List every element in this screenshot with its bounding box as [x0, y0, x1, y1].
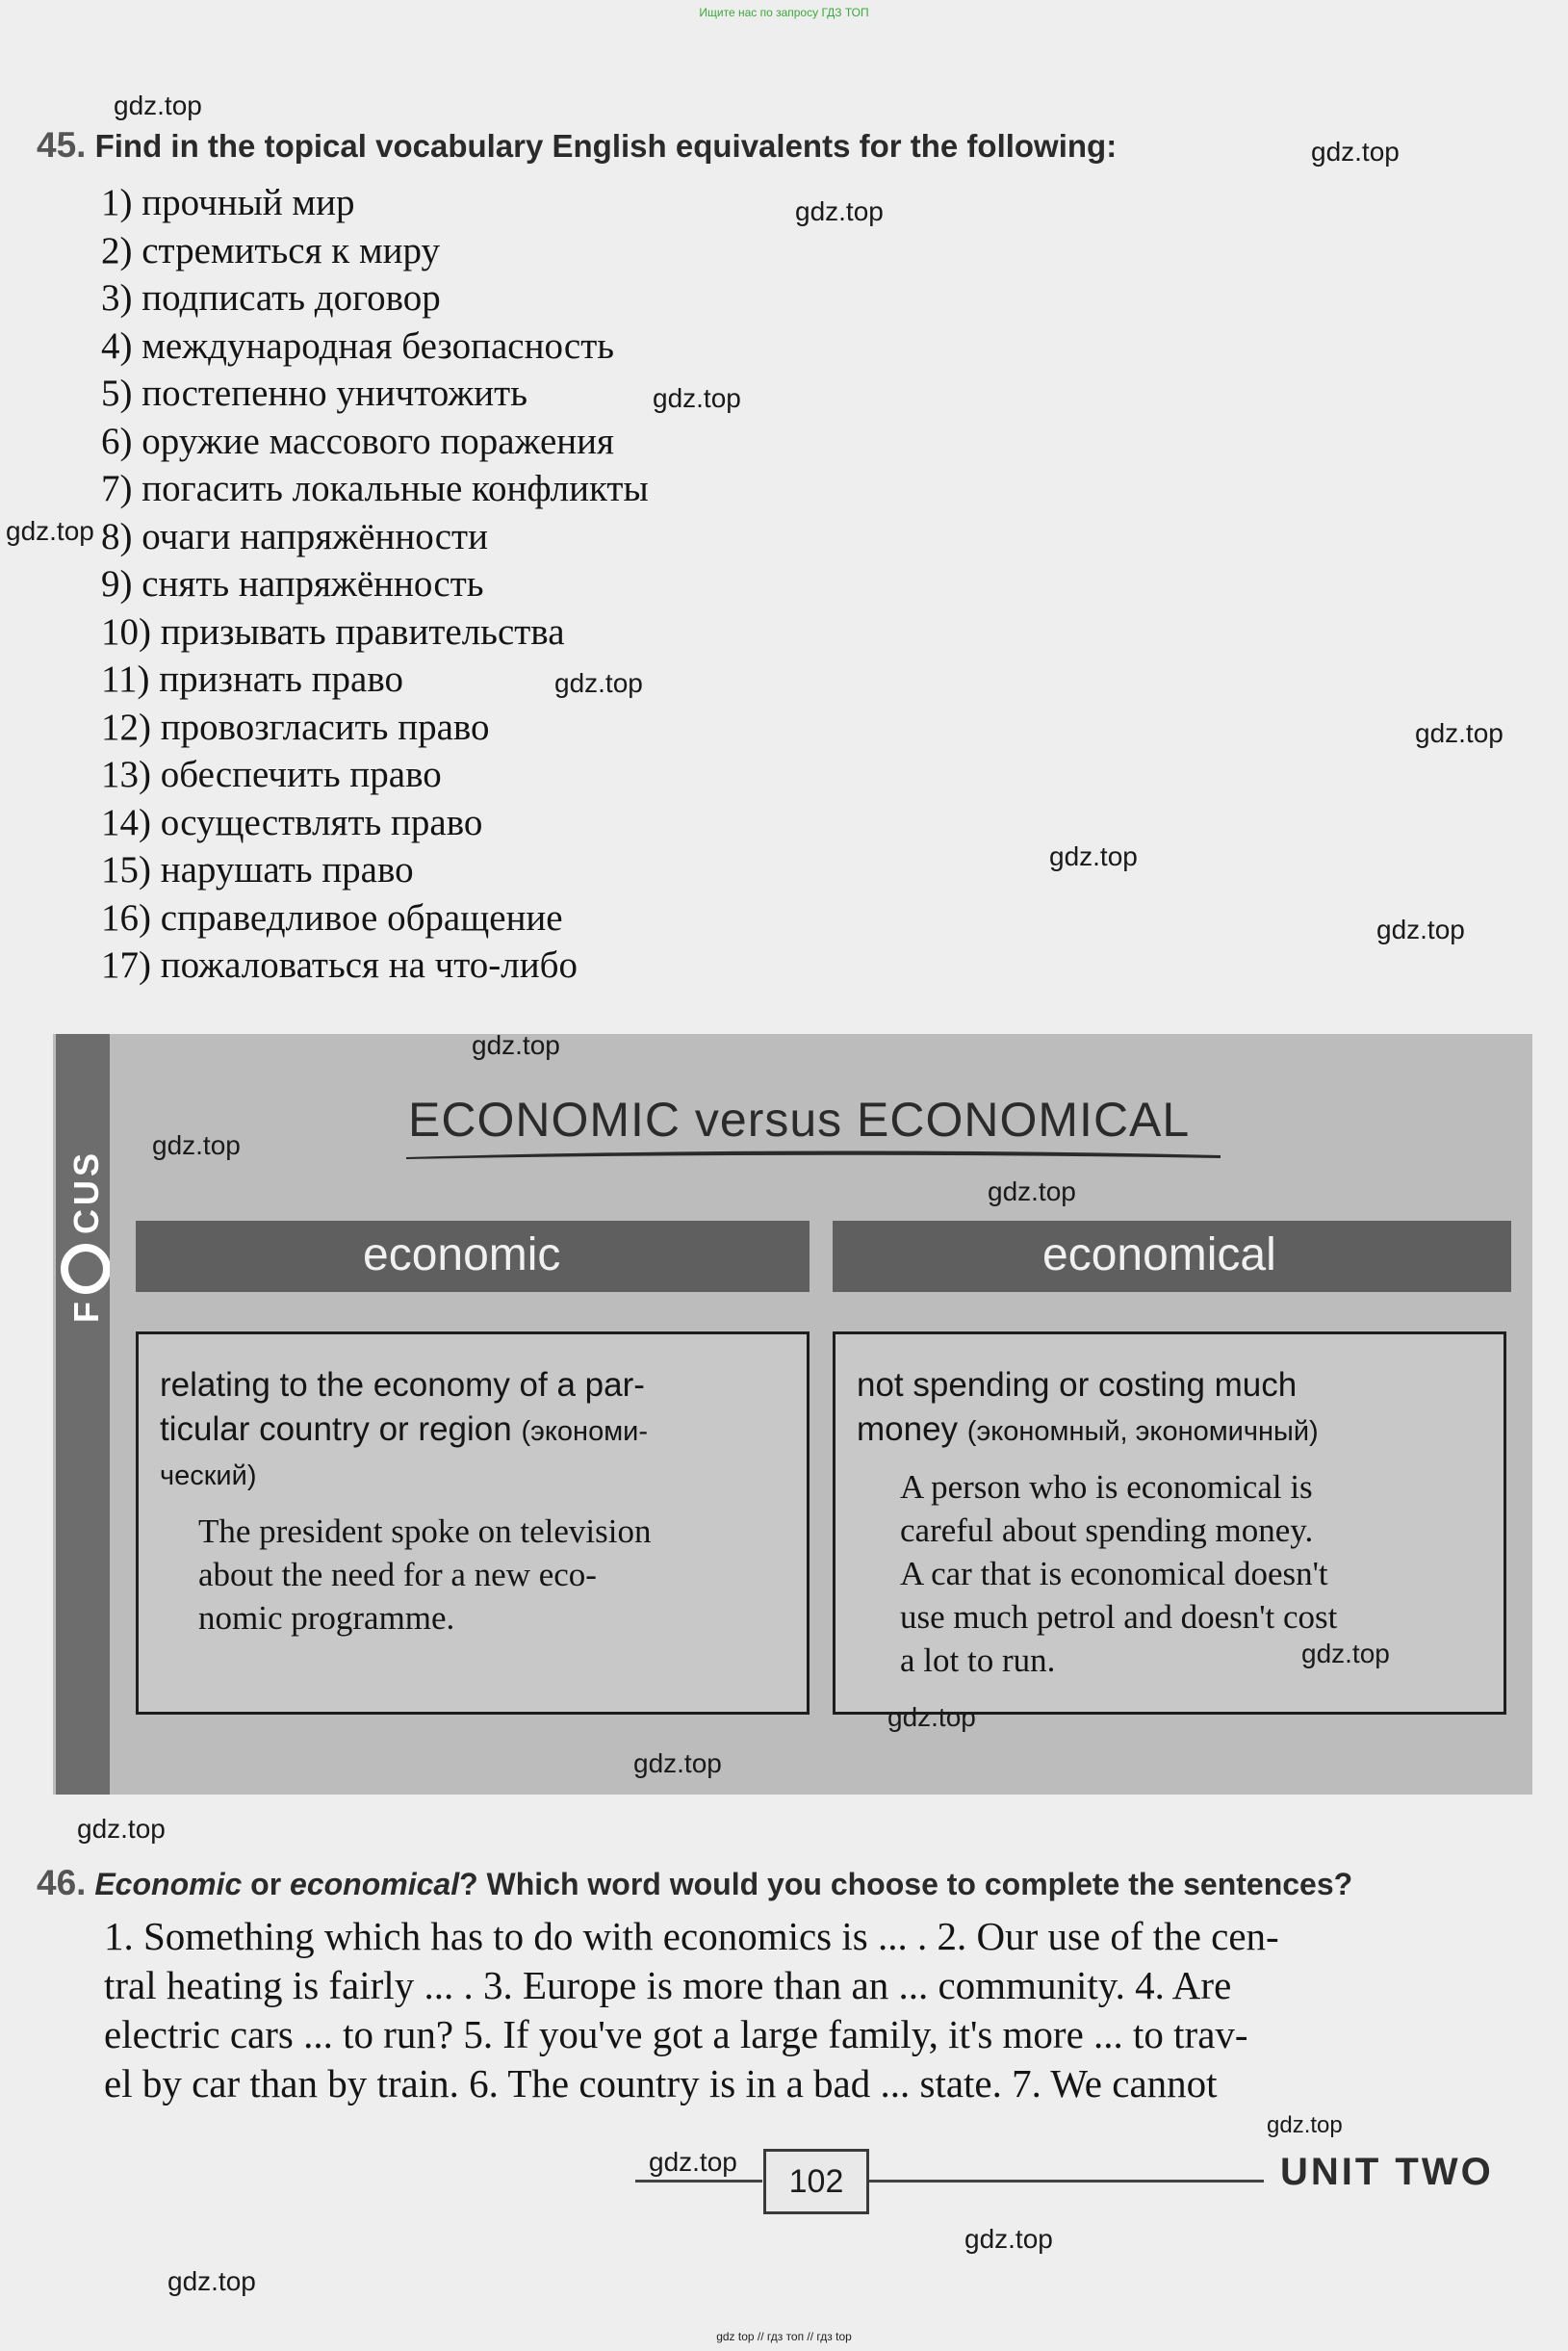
watermark: gdz.top: [167, 2266, 256, 2296]
vocab-item: 7) погасить локальные конфликты: [101, 468, 649, 509]
vocab-item: 9) снять напряжённость: [101, 563, 484, 605]
exercise-instruction: Find in the topical vocabulary English equivalents for the following:: [94, 128, 1118, 164]
vocab-item: 14) осуществлять право: [101, 801, 483, 843]
heading-connector: or: [242, 1867, 291, 1901]
vocab-item: 16) справедливое обращение: [101, 896, 563, 939]
example-line: careful about spending money.: [900, 1511, 1314, 1549]
definition-economic: [160, 1363, 795, 1498]
definition-line: not spending or costing much: [857, 1366, 1298, 1404]
footer-rule-right: [869, 2180, 1264, 2183]
definition-line: [160, 1408, 795, 1454]
example-line: nomic programme.: [198, 1599, 455, 1637]
watermark: gdz.top: [649, 2147, 737, 2177]
russian-translation: (экономный, экономичный): [966, 1416, 1319, 1447]
watermark: gdz.top: [1301, 1639, 1390, 1668]
example-economical: [900, 1465, 1497, 1682]
example-line: a lot to run.: [900, 1641, 1056, 1679]
watermark: gdz.top: [1311, 137, 1400, 167]
keyword-economical: economical: [290, 1867, 460, 1901]
definition-economical: [857, 1363, 1492, 1454]
definition-text: ticular country or region: [160, 1410, 522, 1448]
watermark: gdz.top: [472, 1030, 560, 1060]
watermark: gdz.top: [1376, 915, 1465, 944]
exercise-46-heading: [37, 1863, 1352, 1903]
exercise-46-sentences: [104, 1912, 1529, 2108]
svg-text:CUS: CUS: [66, 1149, 106, 1234]
example-line: use much petrol and doesn't cost: [900, 1598, 1338, 1636]
watermark: gdz.top: [77, 1814, 166, 1844]
footer-rule-left: [635, 2180, 762, 2183]
watermark: gdz.top: [1415, 718, 1504, 748]
vocab-item: 8) очаги напряжённости: [101, 515, 488, 557]
svg-text:F: F: [66, 1298, 106, 1323]
russian-translation: ческий): [160, 1460, 257, 1491]
watermark: gdz.top: [114, 90, 202, 120]
sentence-line: electric cars ... to run? 5. If you've got a large family, it's more ... to trav-: [104, 2012, 1248, 2056]
example-economic: [198, 1510, 795, 1640]
vocab-item: 13) обеспечить право: [101, 754, 442, 795]
definition-text: money: [857, 1410, 967, 1448]
watermark: gdz.top: [887, 1702, 976, 1732]
watermark: gdz.top: [633, 1748, 722, 1778]
vocab-item: 17) пожаловаться на что-либо: [101, 944, 578, 986]
example-line: about the need for a new eco-: [198, 1556, 597, 1593]
unit-label: UNIT TWO: [1280, 2151, 1494, 2193]
word-header-economic: economic: [136, 1221, 810, 1292]
watermark: gdz.top: [1267, 2112, 1343, 2138]
exercise-45-heading: [37, 125, 1117, 166]
definition-line: relating to the economy of a par-: [160, 1366, 645, 1404]
vocab-item: 1) прочный мир: [101, 182, 355, 223]
exercise-instruction: ? Which word would you choose to complete the sentences?: [459, 1867, 1353, 1901]
watermark: gdz.top: [653, 383, 741, 413]
vocab-item: 3) подписать договор: [101, 277, 441, 319]
vocab-item: 12) провозгласить право: [101, 706, 490, 748]
vocab-item: 15) нарушать право: [101, 849, 414, 891]
vocabulary-list: [101, 179, 649, 990]
vocab-item: 11) признать право: [101, 659, 404, 700]
watermark: gdz.top: [152, 1130, 241, 1160]
focus-title: ECONOMIC versus ECONOMICAL: [408, 1093, 1191, 1147]
sentence-line: el by car than by train. 6. The country is in a bad ... state. 7. We cannot: [104, 2061, 1218, 2106]
exercise-number: 46.: [37, 1863, 87, 1902]
top-banner: Ищите нас по запросу ГДЗ ТОП: [699, 6, 869, 19]
russian-translation: (экономи-: [521, 1416, 648, 1447]
definition-line: [857, 1408, 1492, 1454]
watermark: gdz.top: [6, 516, 94, 546]
word-header-economical: economical: [833, 1221, 1511, 1292]
example-line: A person who is economical is: [900, 1468, 1313, 1506]
vocab-item: 2) стремиться к миру: [101, 229, 440, 271]
watermark: gdz.top: [795, 196, 884, 226]
vocab-item: 5) постепенно уничтожить: [101, 373, 527, 414]
bottom-banner: gdz top // гдз топ // гдз top: [716, 2330, 852, 2343]
example-line: A car that is economical doesn't: [900, 1555, 1328, 1592]
vocab-item: 10) призывать правительства: [101, 610, 565, 653]
example-line: The president spoke on television: [198, 1512, 652, 1550]
focus-vertical-label: [56, 1034, 110, 1535]
page-number: 102: [763, 2149, 869, 2214]
sentence-line: 1. Something which has to do with economics is ... . 2. Our use of the cen-: [104, 1914, 1279, 1958]
sentence-line: tral heating is fairly ... . 3. Europe is more than an ... community. 4. Are: [104, 1963, 1232, 2007]
watermark: gdz.top: [988, 1176, 1076, 1206]
exercise-number: 45.: [37, 125, 87, 165]
vocab-item: 6) оружие массового поражения: [101, 420, 614, 462]
vocab-item: 4) международная безопасность: [101, 324, 615, 367]
keyword-economic: Economic: [94, 1867, 243, 1901]
title-underline-swash: [404, 1148, 1222, 1163]
watermark: gdz.top: [964, 2224, 1053, 2254]
watermark: gdz.top: [554, 668, 643, 698]
watermark: gdz.top: [1049, 841, 1138, 871]
